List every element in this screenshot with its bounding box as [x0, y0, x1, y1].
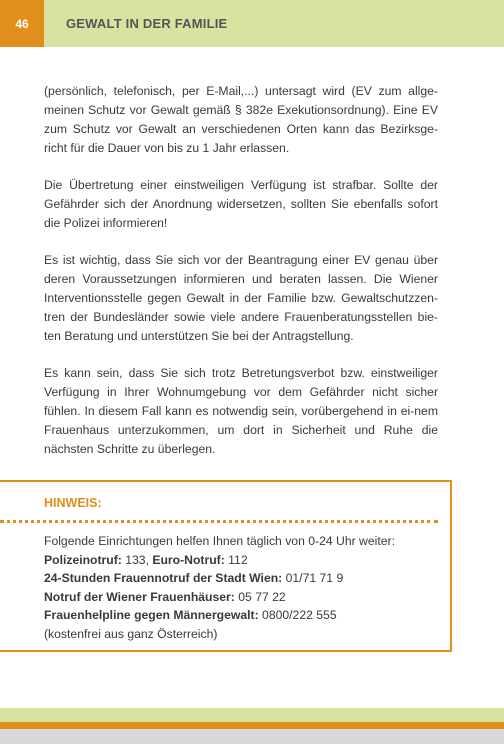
footer-band-grey	[0, 729, 504, 744]
hint-line-helpline	[44, 606, 444, 625]
helpline-number: 0800/222 555	[258, 608, 337, 623]
wien-label: 24-Stunden Frauennotruf der Stadt Wien:	[44, 571, 283, 586]
hint-line-police	[44, 551, 444, 570]
page-number: 46	[0, 0, 44, 47]
body-text	[44, 82, 438, 477]
hint-title: HINWEIS:	[44, 496, 102, 510]
police-number: 133,	[121, 552, 153, 567]
frauenhaus-number: 05 77 22	[234, 589, 286, 604]
police-label: Polizeinotruf:	[44, 552, 122, 567]
hint-intro: Folgende Einrichtungen helfen Ihnen täglich von 0-24 Uhr weiter:	[44, 534, 395, 548]
page-header	[0, 0, 504, 47]
paragraph: (persönlich, telefonisch, per E-Mail,...) untersagt wird (EV zum allge-meinen Schutz vor Gewalt gemäß § 382e Exekutionsordnung). Eine EV zum Schutz vor Gewalt an verschiedenen Orten kann das Bezirksge-richt für die Dauer von bis zu 1 Jahr erlassen.	[44, 84, 438, 155]
hint-line-wien	[44, 569, 444, 588]
hint-contacts	[44, 532, 444, 644]
euro-number: 112	[224, 552, 248, 567]
chapter-title: GEWALT IN DER FAMILIE	[66, 16, 228, 31]
footer-band-orange	[0, 722, 504, 729]
euro-label: Euro-Notruf:	[152, 552, 225, 567]
hint-box	[0, 480, 452, 652]
hint-line-frauenhaus	[44, 588, 444, 607]
paragraph: Es kann sein, dass Sie sich trotz Betretungsverbot bzw. einstweiliger Verfügung in Ihrer Wohnumgebung vor dem Gefährder nicht sicher fühlen. In diesem Fall kann es notwendig sein, vorübergehend in ei-nem Frauenhaus unterzukommen, um dort in Sicherheit und Ruhe die nächsten Schritte zu überlegen.	[44, 366, 438, 456]
paragraph: Die Übertretung einer einstweiligen Verfügung ist strafbar. Sollte der Gefährder sich der Anordnung widersetzen, sollten Sie ebenfalls sofort die Polizei informieren!	[44, 178, 438, 230]
wien-number: 01/71 71 9	[282, 571, 344, 586]
dotted-divider	[0, 520, 438, 523]
footer-band-green	[0, 708, 504, 722]
frauenhaus-label: Notruf der Wiener Frauenhäuser:	[44, 589, 235, 604]
hint-helpline-note: (kostenfrei aus ganz Österreich)	[44, 626, 218, 641]
helpline-label: Frauenhelpline gegen Männergewalt:	[44, 608, 259, 623]
paragraph: Es ist wichtig, dass Sie sich vor der Beantragung einer EV genau über deren Voraussetzungen informieren und beraten lassen. Die Wiener Interventionsstelle gegen Gewalt in der Familie bzw. Gewaltschutzzen-tren der Bundesländer sowie viele andere Frauenberatungsstellen bie-ten Beratung und unterstützen Sie bei der Antragstellung.	[44, 253, 438, 343]
